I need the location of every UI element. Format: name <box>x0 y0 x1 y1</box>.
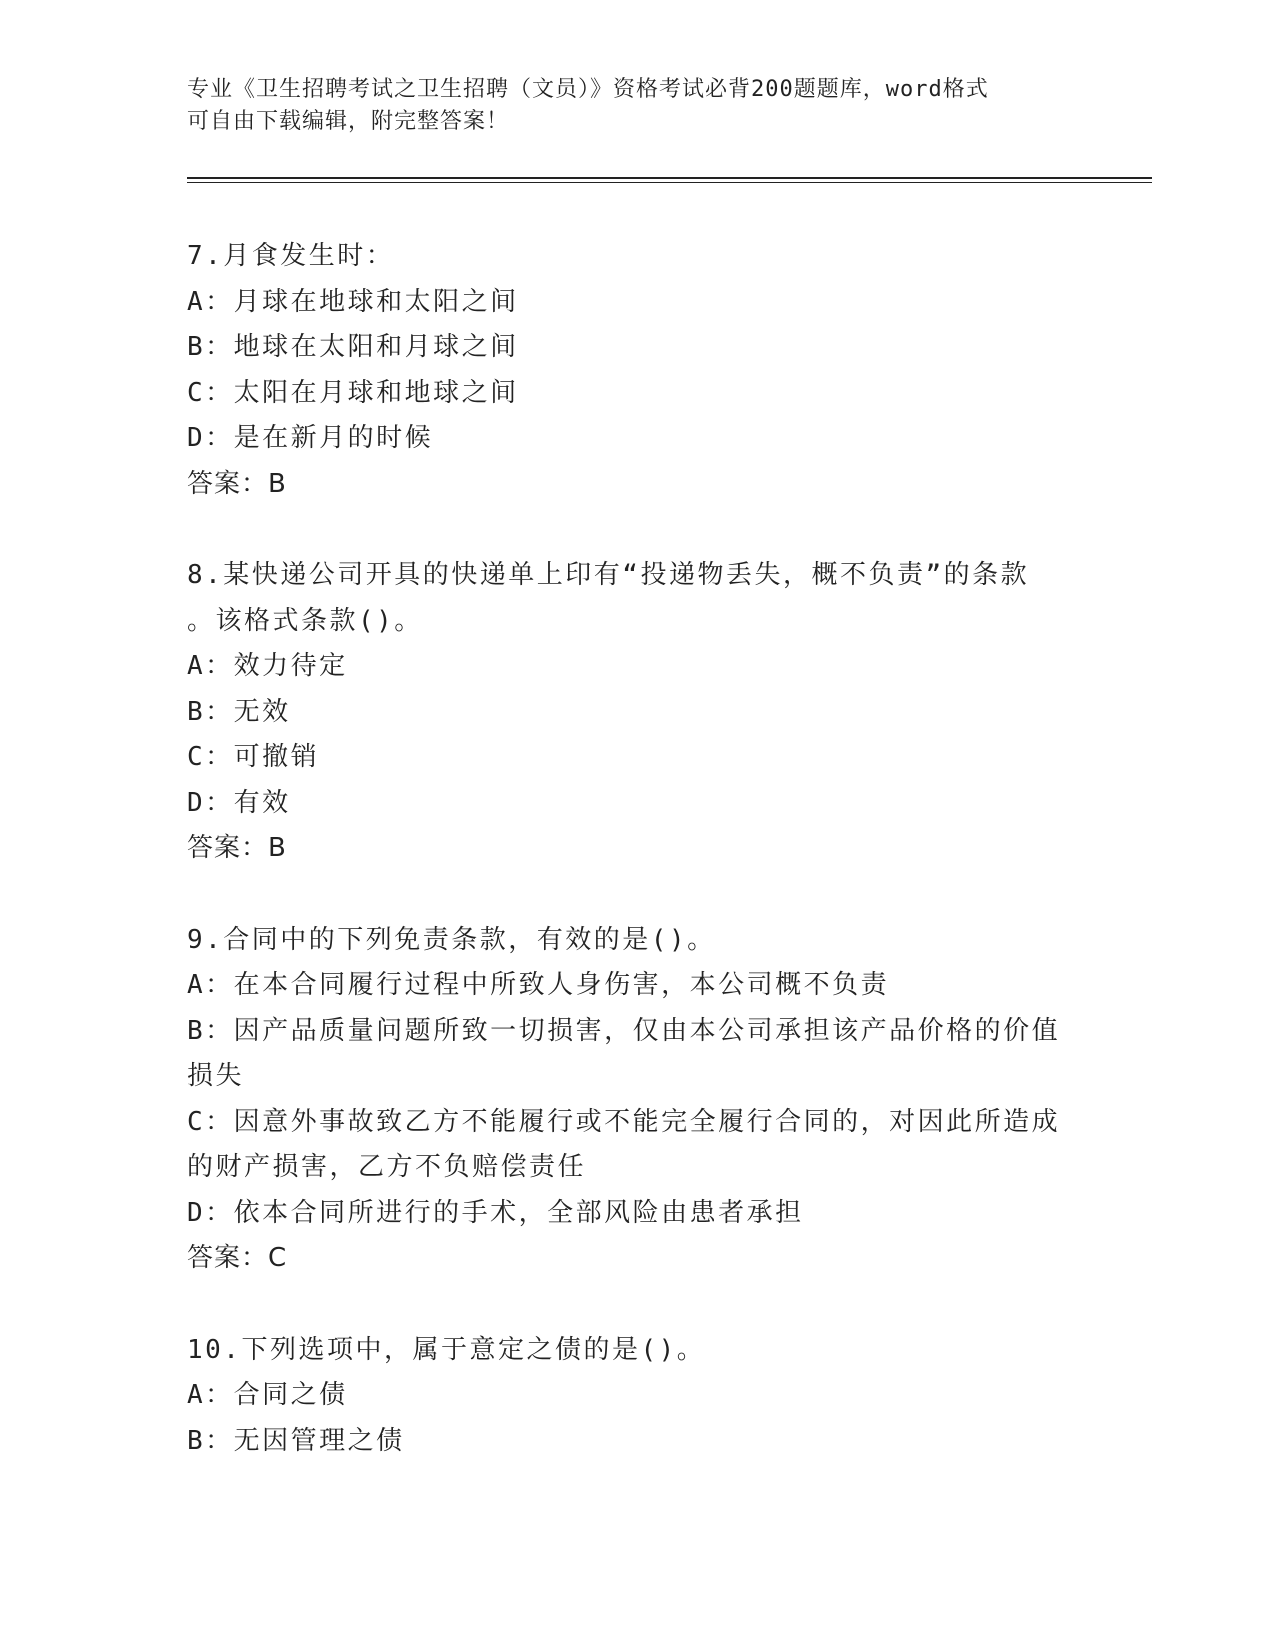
option-line: 损失 <box>187 1061 245 1091</box>
option-line: A：在本合同履行过程中所致人身伤害，本公司概不负责 <box>187 970 890 1000</box>
option-line: B：因产品质量问题所致一切损害，仅由本公司承担该产品价格的价值 <box>187 1015 1061 1046</box>
option-line: C：可撤销 <box>187 742 320 772</box>
question-block <box>187 553 1087 872</box>
question-list <box>187 234 1087 1510</box>
option-line: A：合同之债 <box>187 1380 348 1410</box>
question-stem: 7.月食发生时： <box>187 241 395 271</box>
header-line-2: 可自由下载编辑，附完整答案！ <box>187 109 510 134</box>
option-line: A：效力待定 <box>187 651 348 681</box>
option-line: B：无因管理之债 <box>187 1425 405 1456</box>
header-divider-thick <box>187 177 1152 179</box>
question-stem: 8.某快递公司开具的快递单上印有“投递物丢失，概不负责”的条款 <box>187 560 1030 590</box>
option-line: C：太阳在月球和地球之间 <box>187 377 519 408</box>
header-line-1: 专业《卫生招聘考试之卫生招聘（文员）》资格考试必背200题题库，word格式 <box>187 77 989 102</box>
question-block <box>187 918 1087 1282</box>
option-line: A：月球在地球和太阳之间 <box>187 286 519 317</box>
option-line: B：地球在太阳和月球之间 <box>187 332 519 362</box>
header-divider-thin <box>187 182 1152 183</box>
question-stem: 。该格式条款()。 <box>187 605 423 636</box>
question-block <box>187 234 1087 507</box>
option-line: C：因意外事故致乙方不能履行或不能完全履行合同的，对因此所造成 <box>187 1106 1061 1137</box>
option-line: D：依本合同所进行的手术，全部风险由患者承担 <box>187 1197 804 1228</box>
option-line: D：是在新月的时候 <box>187 423 434 453</box>
answer-line: 答案：B <box>187 468 287 499</box>
answer-line: 答案：C <box>187 1243 288 1273</box>
option-line: D：有效 <box>187 787 291 818</box>
question-stem: 10.下列选项中，属于意定之债的是()。 <box>187 1334 706 1365</box>
answer-line: 答案：B <box>187 833 287 863</box>
document-header <box>187 74 1067 138</box>
question-stem: 9.合同中的下列免责条款，有效的是()。 <box>187 924 716 955</box>
question-block <box>187 1328 1087 1465</box>
option-line: 的财产损害，乙方不负赔偿责任 <box>187 1152 587 1182</box>
option-line: B：无效 <box>187 696 291 727</box>
